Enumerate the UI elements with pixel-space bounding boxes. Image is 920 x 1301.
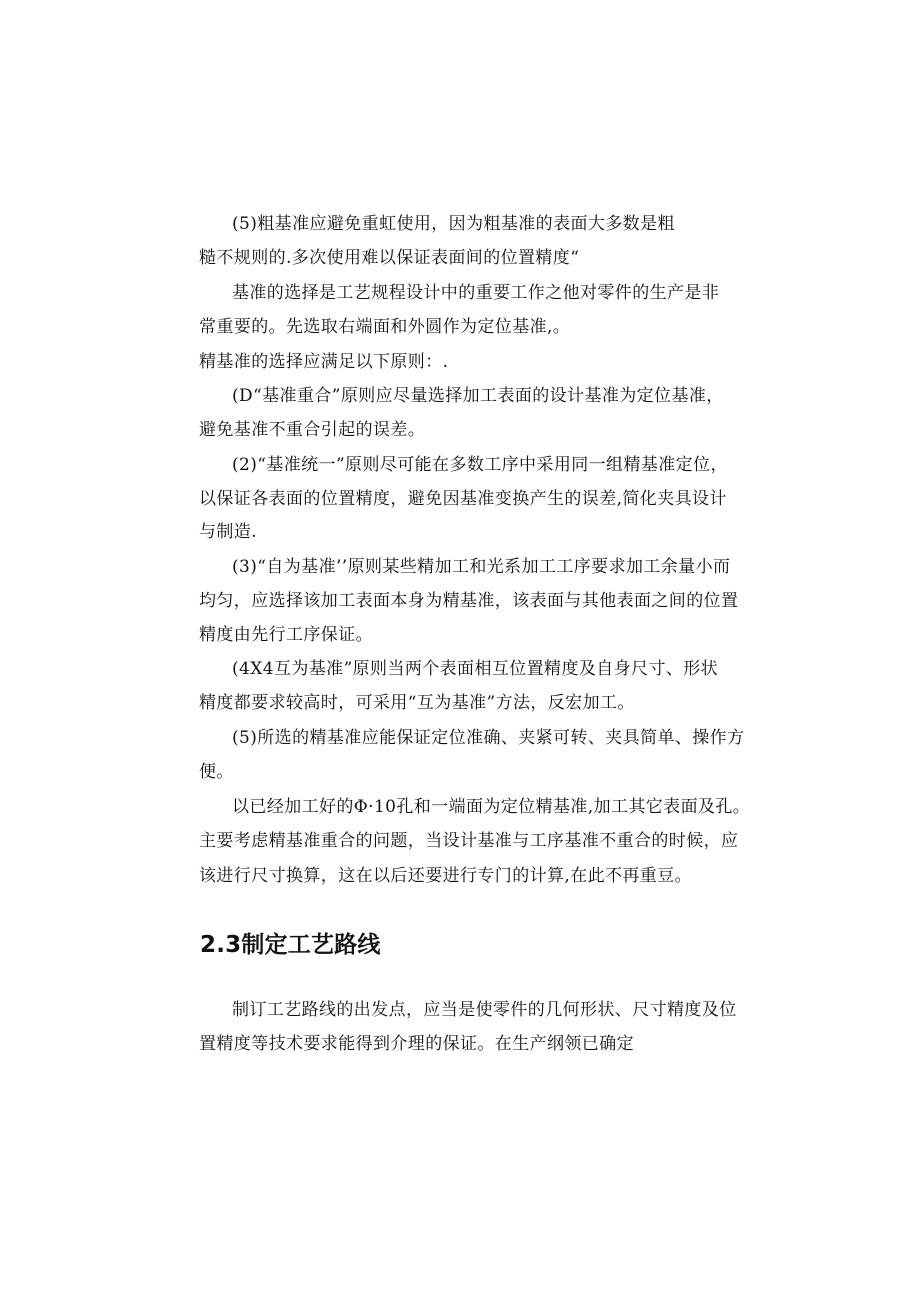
paragraph-line: 糙不规则的.多次使用难以保证表面间的位置精度“ xyxy=(199,248,580,268)
paragraph-line: 以已经加工好的Φ·10孔和一端面为定位精基准,加工其它表面及孔。 xyxy=(232,797,751,817)
paragraph-line: 便。 xyxy=(199,762,234,782)
paragraph-line: 基准的选择是工艺规程设计中的重要工作之他对零件的生产是非 xyxy=(232,283,720,303)
paragraph-line: 均匀，应选择该加工表面本身为精基准，该表面与其他表面之间的位置 xyxy=(199,591,739,611)
paragraph-line: 制订工艺路线的出发点，应当是使零件的几何形状、尺寸精度及位 xyxy=(232,1000,737,1020)
paragraph-line: (5)所选的精基准应能保证定位准确、夹紧可转、夹具简单、操作方 xyxy=(232,728,745,748)
section-heading: 2.3制定工艺路线 xyxy=(200,932,381,958)
paragraph-line: 以保证各表面的位置精度，避免因基准变换产生的误差,简化夹具设计 xyxy=(199,489,727,509)
paragraph-line: 主要考虑精基准重合的问题，当设计基准与工序基准不重合的时候，应 xyxy=(199,831,739,851)
paragraph-line: (5)粗基准应避免重虹使用，因为粗基准的表面大多数是粗 xyxy=(232,214,675,234)
paragraph-line: 该进行尺寸换算，这在以后还要进行专门的计算,在此不再重豆。 xyxy=(199,866,693,886)
paragraph-line: 精基准的选择应满足以下原则：. xyxy=(199,352,449,372)
paragraph-line: 精度由先行工序保证。 xyxy=(199,625,373,645)
paragraph-line: 常重要的。先选取右端面和外圆作为定位基准,。 xyxy=(199,317,571,337)
paragraph-line: (2)“基准统一”原则尽可能在多数工序中采用同一组精基准定位， xyxy=(232,455,728,475)
paragraph-line: 避免基准不重合引起的误差。 xyxy=(199,420,426,440)
paragraph-line: (D“基准重合”原则应尽量选择加工表面的设计基准为定位基准， xyxy=(232,386,724,406)
paragraph-line: 与制造. xyxy=(199,522,258,542)
paragraph-line: 精度都要求较高时，可采用“互为基准”方法，反宏加工。 xyxy=(199,693,635,713)
paragraph-line: (4X4互为基准”原则当两个表面相互位置精度及自身尺寸、形状 xyxy=(232,659,719,679)
paragraph-line: (3)“自为基准’’原则某些精加工和光系加工工序要求加工余量小而 xyxy=(232,557,731,577)
paragraph-line: 置精度等技术要求能得到介理的保证。在生产纲领已确定 xyxy=(199,1034,634,1054)
